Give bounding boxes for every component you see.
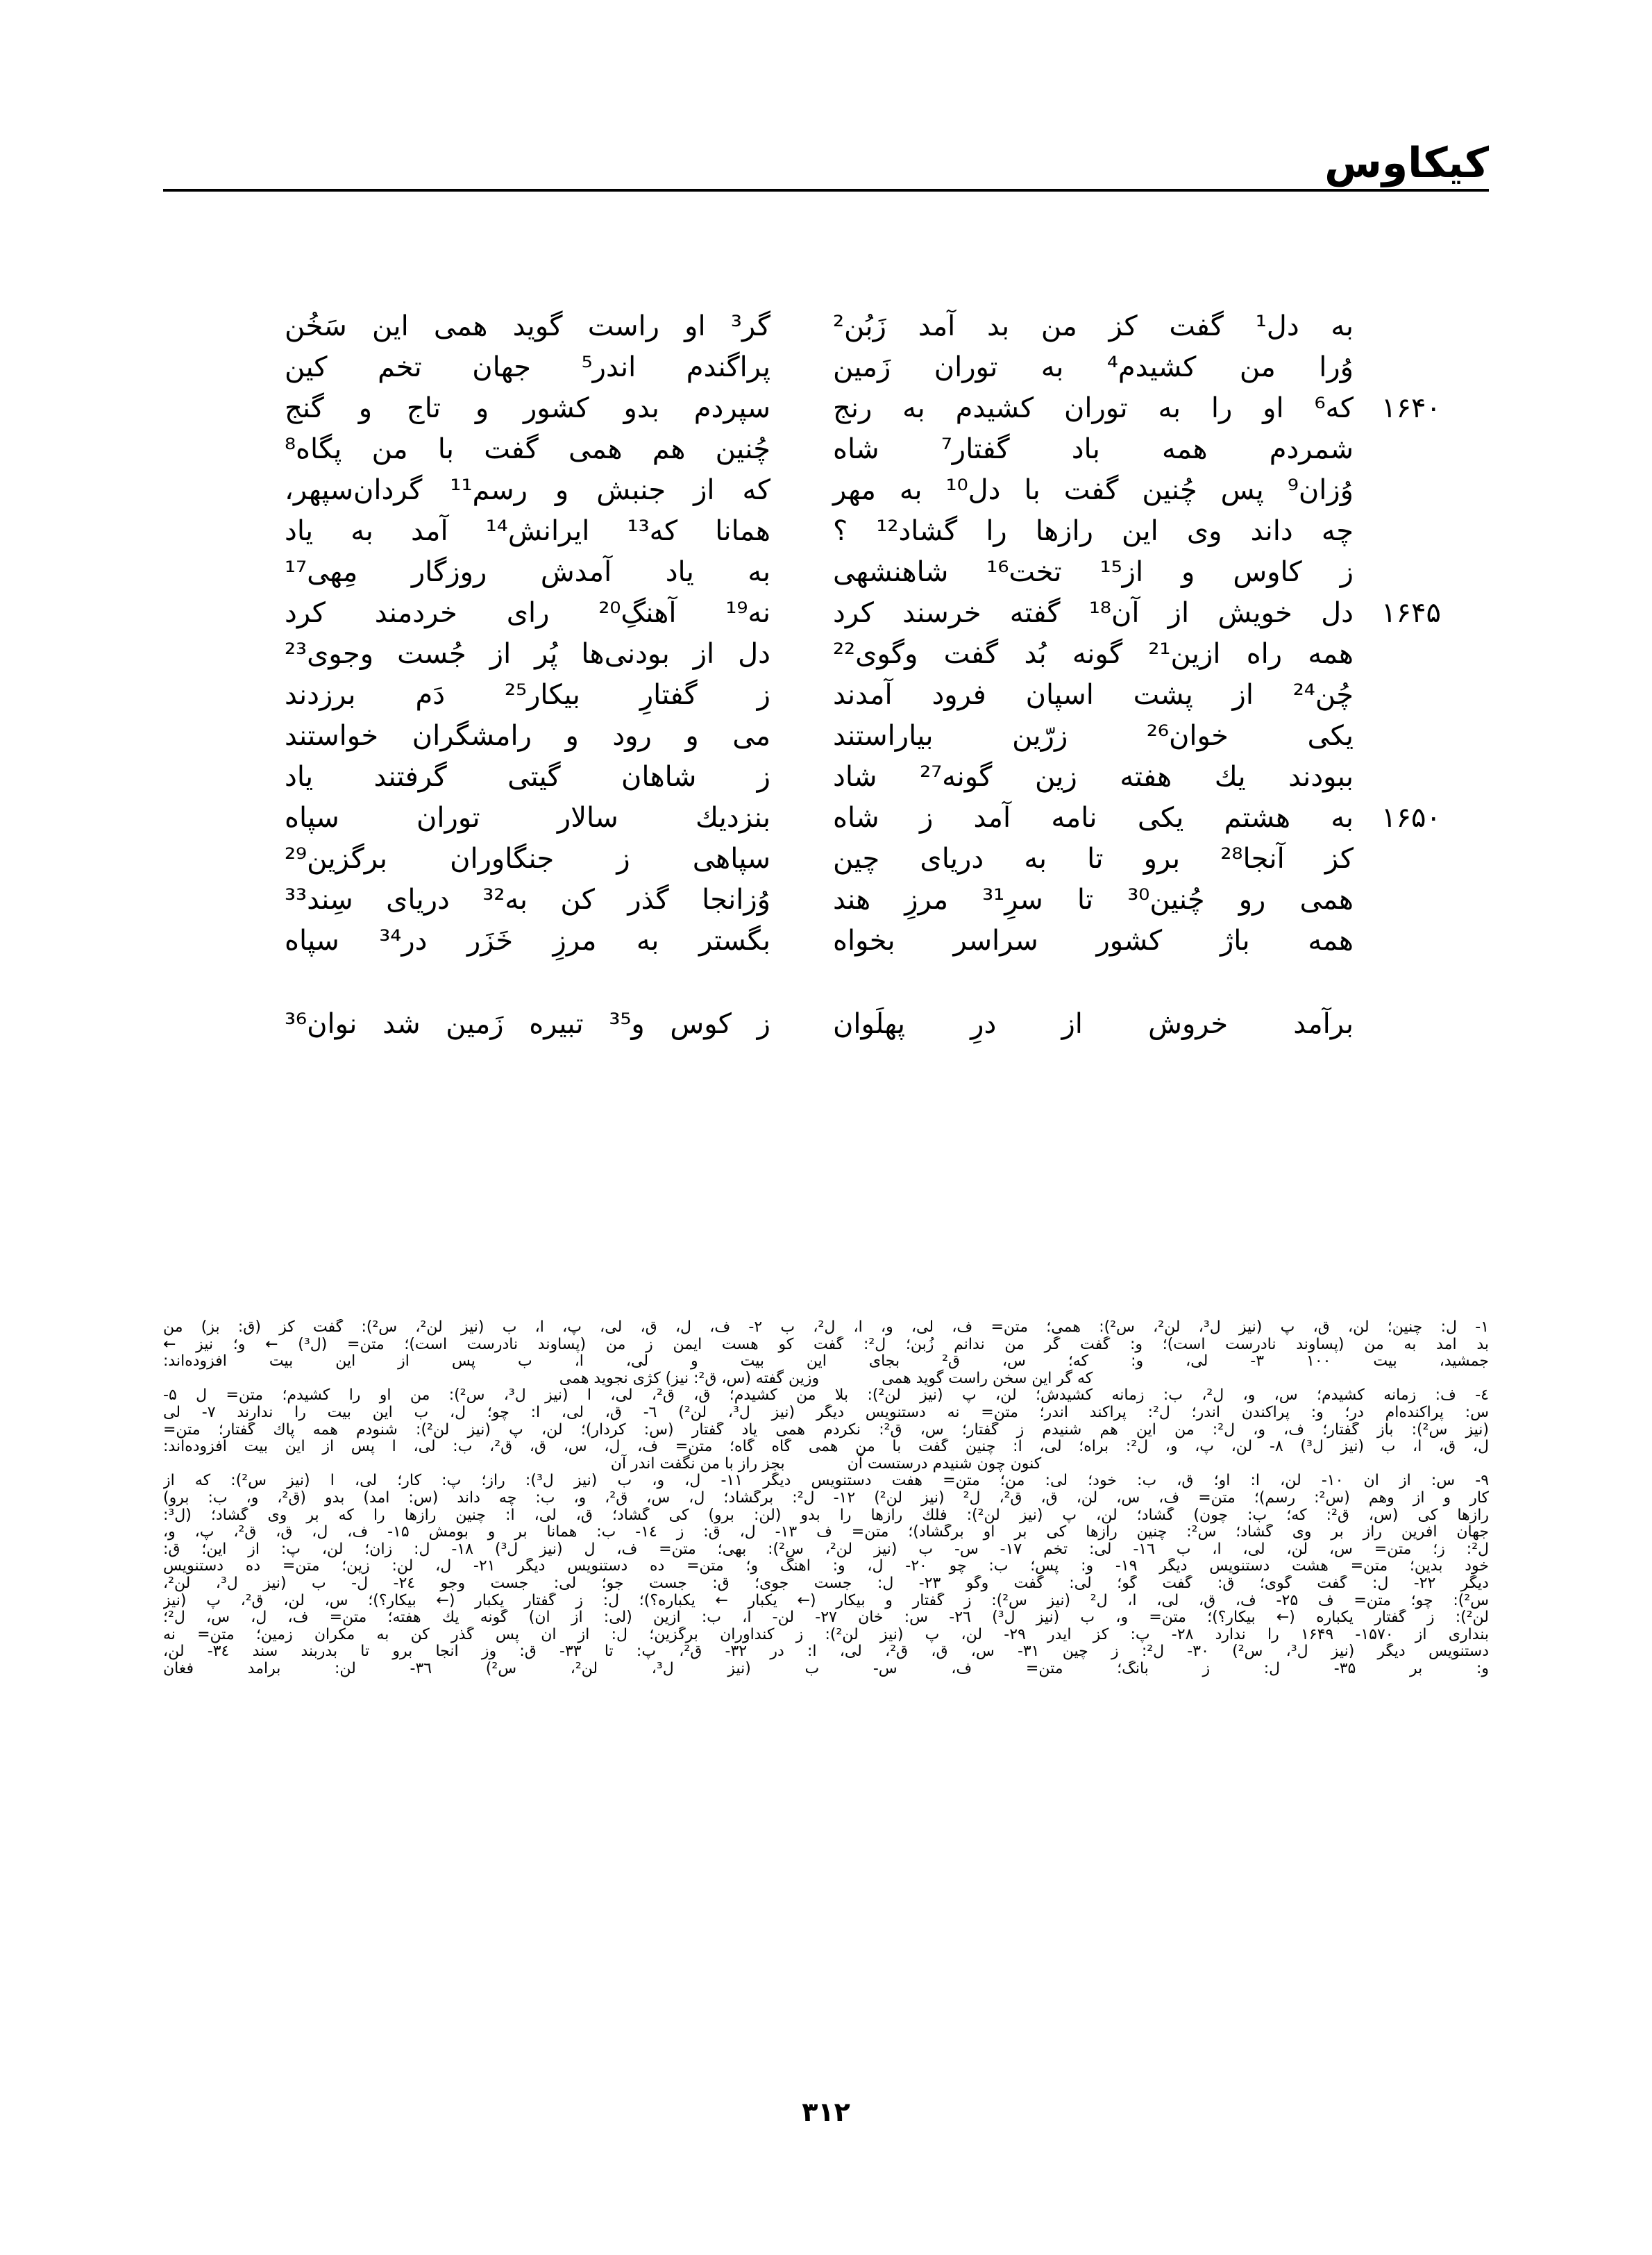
footnote-line: (نیز س²): باز گفتار؛ ف، و، ل²: من این هم شنیدم ز گفتار؛ س، ق²: نکردم همی یاد گفتار (س: کردار)؛ لن، پ (نیز لن²): شنودم همه پاك گفتار؛ متن=	[163, 1421, 1489, 1439]
hemistich-left: می و رود و رامشگران خواستند	[285, 720, 770, 752]
verse-line	[0, 838, 1652, 880]
footnotes	[163, 1319, 1489, 1677]
verse-line	[0, 387, 1652, 429]
hemistich-left: به یاد آمدش روزگار مِهی¹⁷	[285, 556, 770, 588]
hemistich-right: که⁶ او را به توران کشیدم به رنج	[833, 392, 1354, 424]
verse-number: ۱۶۴۵	[1381, 597, 1441, 629]
footnote-line: دستنویس دیگر (نیز ل³، س²) ۳۰- ل²: ز چین ۳۱- س، ق، ق²، لی، آ: در ۳۲- ق²، پ: تا ۳۳- ق: وز انجا برو تا بدربند سند ۳٤- لن،	[163, 1643, 1489, 1661]
footnote-line: جمشید، بیت ۱۰۰ ۳- لی، و: که؛ س، ق² بجای این بیت و لی، آ، ب پس از این بیت افزوده‌اند:	[163, 1353, 1489, 1370]
hemistich-right: همه باژ کشور سراسر بخواه	[833, 925, 1354, 957]
verse-line	[0, 1003, 1652, 1045]
hemistich-right: وُرا من کشیدم⁴ به توران زَمین	[833, 351, 1354, 383]
footnote-line: لن²): ز گفتار یکباره (← بیکار؟)؛ متن= و، ب (نیز ل³) ۲٦- س: خان ۲۷- لن- آ، ب: ازین (لی: از آن) گونه یك هفته؛ متن= ف، ل، س، ل²؛	[163, 1609, 1489, 1627]
verse-line	[0, 756, 1652, 798]
verse-line	[0, 346, 1652, 388]
footnote-line: کار و از وهم (س²: رسم)؛ متن= ف، س، لن، ق، ق²، ل² (نیز لن²) ۱۲- ل²: برگشاد؛ ل، س، ق²، و، ب: چه داند (س: امد) بدو (ق²، و، ب: برو)	[163, 1489, 1489, 1507]
hemistich-right: شمردم همه باد گفتار⁷ شاه	[833, 433, 1354, 465]
footnote-line: خود بدین؛ متن= هشت دستنویس دیگر ۱۹- و: پس؛ ب: چو ۲۰- ل، و: آهنگ و؛ متن= ده دستنویس دیگر ۲۱- ل، لن: زین؛ متن= ده دستنویس	[163, 1558, 1489, 1575]
footnote-line: دیگر ۲۲- ل: گفت گوی؛ ق: گفت گو؛ لی: گفت وگو ۲۳- ل: جست جوی؛ ق: جست جو؛ لی: جست وجو ۲٤- ل- ب (نیز ل³، لن²،	[163, 1575, 1489, 1592]
hemistich-left: وُزانجا گذر کن به³² دریای سِند³³	[285, 884, 770, 916]
hemistich-left: سپردم بدو کشور و تاج و گنج	[285, 392, 770, 424]
hemistich-right: به دل¹ گفت کز من بد آمد زَبُن²	[833, 310, 1354, 342]
hemistich-right: به هشتم یکی نامه آمد ز شاه	[833, 802, 1354, 834]
hemistich-right: چه داند وی این رازها را گشاد¹² ؟	[833, 515, 1354, 547]
hemistich-left: چُنین هم همی گفت با من پگاه⁸	[285, 433, 770, 465]
hemistich-left: بنزدیك سالار توران سپاه	[285, 802, 770, 834]
footnote-quoted-verse	[163, 1370, 1489, 1388]
hemistich-left: همانا که¹³ ایرانش¹⁴ آمد به یاد	[285, 515, 771, 547]
verse-line	[0, 551, 1652, 593]
verse-line	[0, 797, 1652, 839]
verse-line	[0, 510, 1652, 552]
header-rule	[163, 189, 1489, 192]
footnote-line: بد آمد به من (پساوند نادرست است)؛ و: گفت گر من ندانم زُبن؛ ل²: گفت کو هست ایمن ز من (پساوند نادرست است)؛ متن= (ل³) ← و؛ نیز ←	[163, 1336, 1489, 1353]
footnote-line: رازها کی (س، ق²: که؛ ب: چون) گشاد؛ لن، پ (نیز لن²): فلك رازها را بدو (لن: برو) کی گشاد؛ ق، لی، آ: چنین رازها را که بر وی گشاد؛ (ل³:	[163, 1507, 1489, 1524]
hemistich-left: ز شاهان گیتی گرفتند یاد	[285, 761, 770, 793]
hemistich-right: همی رو چُنین³⁰ تا سرِ³¹ مرزِ هند	[833, 884, 1354, 916]
hemistich-right: ببودند یك هفته زین گونه²⁷ شاد	[833, 761, 1354, 793]
hemistich-right: وُزان⁹ پس چُنین گفت با دل¹⁰ به مهر	[833, 474, 1354, 506]
hemistich-left: پراگندم اندر⁵ جهان تخم کین	[285, 351, 770, 383]
hemistich-left: بگستر به مرزِ خَزَر در³⁴ سپاه	[285, 925, 770, 957]
page-number: ۳۱۲	[802, 2097, 850, 2127]
hemistich-right: ز کاوس و از¹⁵ تخت¹⁶ شاهنشهی	[833, 556, 1354, 588]
quoted-hemistich: بجز راز با من نگفت اندر آن	[610, 1455, 785, 1473]
footnote-line: ل²: ز؛ متن= س، لن، لی، آ، ب ۱٦- لی: تخم ۱۷- س- ب (نیز لن²، س²): بهی؛ متن= ف، ل (نیز ل³) ۱۸- ل: زان؛ لن، پ: از این؛ ق:	[163, 1541, 1489, 1558]
hemistich-left: دل از بودنی‌ها پُر از جُست وجوی²³	[285, 638, 770, 670]
footnote-line: ۹- س: از آن ۱۰- لن، آ: او؛ ق، ب: خود؛ لی: من؛ متن= هفت دستنویس دیگر ۱۱- ل، و، ب (نیز ل³): راز؛ پ: کار؛ لی، آ (نیز س²): که از	[163, 1473, 1489, 1490]
footnote-quoted-verse	[163, 1456, 1489, 1473]
hemistich-left: ز کوس و³⁵ تبیره زَمین شد نوان³⁶	[285, 1008, 770, 1040]
hemistich-right: کز آنجا²⁸ برو تا به دریای چین	[833, 843, 1354, 875]
verse-line	[0, 633, 1652, 675]
verse-line	[0, 305, 1652, 347]
verse-line	[0, 469, 1652, 511]
verse-line	[0, 428, 1652, 470]
verse-line	[0, 920, 1652, 962]
page-title: کیکاوس	[1324, 139, 1489, 187]
hemistich-left: نه¹⁹ آهنگِ²⁰ رای خردمند کرد	[285, 597, 770, 629]
quoted-hemistich: که گر این سخن راست گوید همی	[882, 1369, 1093, 1387]
verse-number: ۱۶۵۰	[1381, 802, 1441, 834]
footnote-line: س²): چو؛ متن= ف ۲۵- ف، ق، لی، آ، ل² (نیز س²): ز گفتار و بیکار (← یکبار ← یکباره؟)؛ ل: ز گفتار یکبار (← بیکار؟)؛ س، لن، ق²، پ (نیز	[163, 1592, 1489, 1609]
footnote-line: و: بر ۳۵- ل: ز بانگ؛ متن= ف، س- ب (نیز ل³، لن²، س²) ۳٦- لن: برآمد فغان	[163, 1660, 1489, 1677]
footnote-line: ۱- ل: چنین؛ لن، ق، پ (نیز ل³، لن²، س²): همی؛ متن= ف، لی، و، آ، ل²، ب ۲- ف، ل، ق، لی، پ، آ، ب (نیز لن²، س²): گفت کز (ق: بز) من	[163, 1319, 1489, 1336]
verse-line	[0, 715, 1652, 757]
verse-line	[0, 674, 1652, 716]
hemistich-left: سپاهی ز جنگاوران برگزین²⁹	[285, 843, 770, 875]
quoted-hemistich: وزین گفته (س، ق²: نیز) کژی نجوید همی	[559, 1369, 820, 1387]
footnote-line: ٤- ف: زمانه کشیدم؛ س، و، ل²، ب: زمانه کشیدش؛ لن، پ (نیز لن²): بلا من کشیدم؛ ق، ق²، لی، آ (نیز ل³، س²): من او را کشیدم؛ متن= ل ۵-	[163, 1387, 1489, 1405]
footnote-line: س: پراکنده‌ام در؛ و: پراکندن اندر؛ ل²: پراکند اندر؛ متن= نه دستنویس دیگر (نیز ل³، لن²) ٦- ق، لی، آ: چو؛ ل، ب این بیت را ندارند ۷- لی	[163, 1404, 1489, 1421]
quoted-hemistich: کنون چون شنیدم درستست آن	[847, 1455, 1042, 1473]
footnote-line: ل، ق، آ، ب (نیز ل³) ۸- لن، پ، و، ل²: براه؛ لی، آ: چنین گفت با من همی گاه گاه؛ متن= ف، ل، س، ق، ق²، ب: لی، آ پس از این بیت افزوده‌اند:	[163, 1439, 1489, 1456]
hemistich-left: گر³ او راست گوید همی این سَخُن	[285, 310, 770, 342]
verse-number: ۱۶۴۰	[1381, 392, 1441, 424]
hemistich-right: برآمد خروش از درِ پهلَوان	[833, 1008, 1354, 1040]
verse-line	[0, 592, 1652, 634]
verse-line	[0, 879, 1652, 921]
hemistich-right: چُن²⁴ از پشت اسپان فرود آمدند	[833, 679, 1354, 711]
hemistich-right: همه راه ازین²¹ گونه بُد گفت وگوی²²	[833, 638, 1354, 670]
footnote-line: جهان آفرین راز بر وی گشاد؛ س²: چنین رازها کی بر او برگشاد)؛ متن= ف ۱۳- ل، ق: ز ۱٤- ب: همانا بر و بومش ۱۵- ف، ل، ق، ق²، پ، و،	[163, 1524, 1489, 1541]
hemistich-right: دل خویش از آن¹⁸ گفته خرسند کرد	[833, 597, 1354, 629]
footnote-line: بنداری از ۱۵۷۰- ۱۶۴۹ را ندارد ۲۸- پ: کز ایدر ۲۹- لن، پ (نیز لن²): ز کنداوران برگزین؛ ل: از آن پس گذر کن به مکران زمین؛ متن= نه	[163, 1626, 1489, 1643]
hemistich-left: که از جنبش و رسم¹¹ گردان‌سپهر،	[285, 474, 770, 506]
hemistich-left: ز گفتارِ بیکار²⁵ دَم برزدند	[285, 679, 770, 711]
hemistich-right: یکی خوان²⁶ زرّین بیاراستند	[833, 720, 1354, 752]
